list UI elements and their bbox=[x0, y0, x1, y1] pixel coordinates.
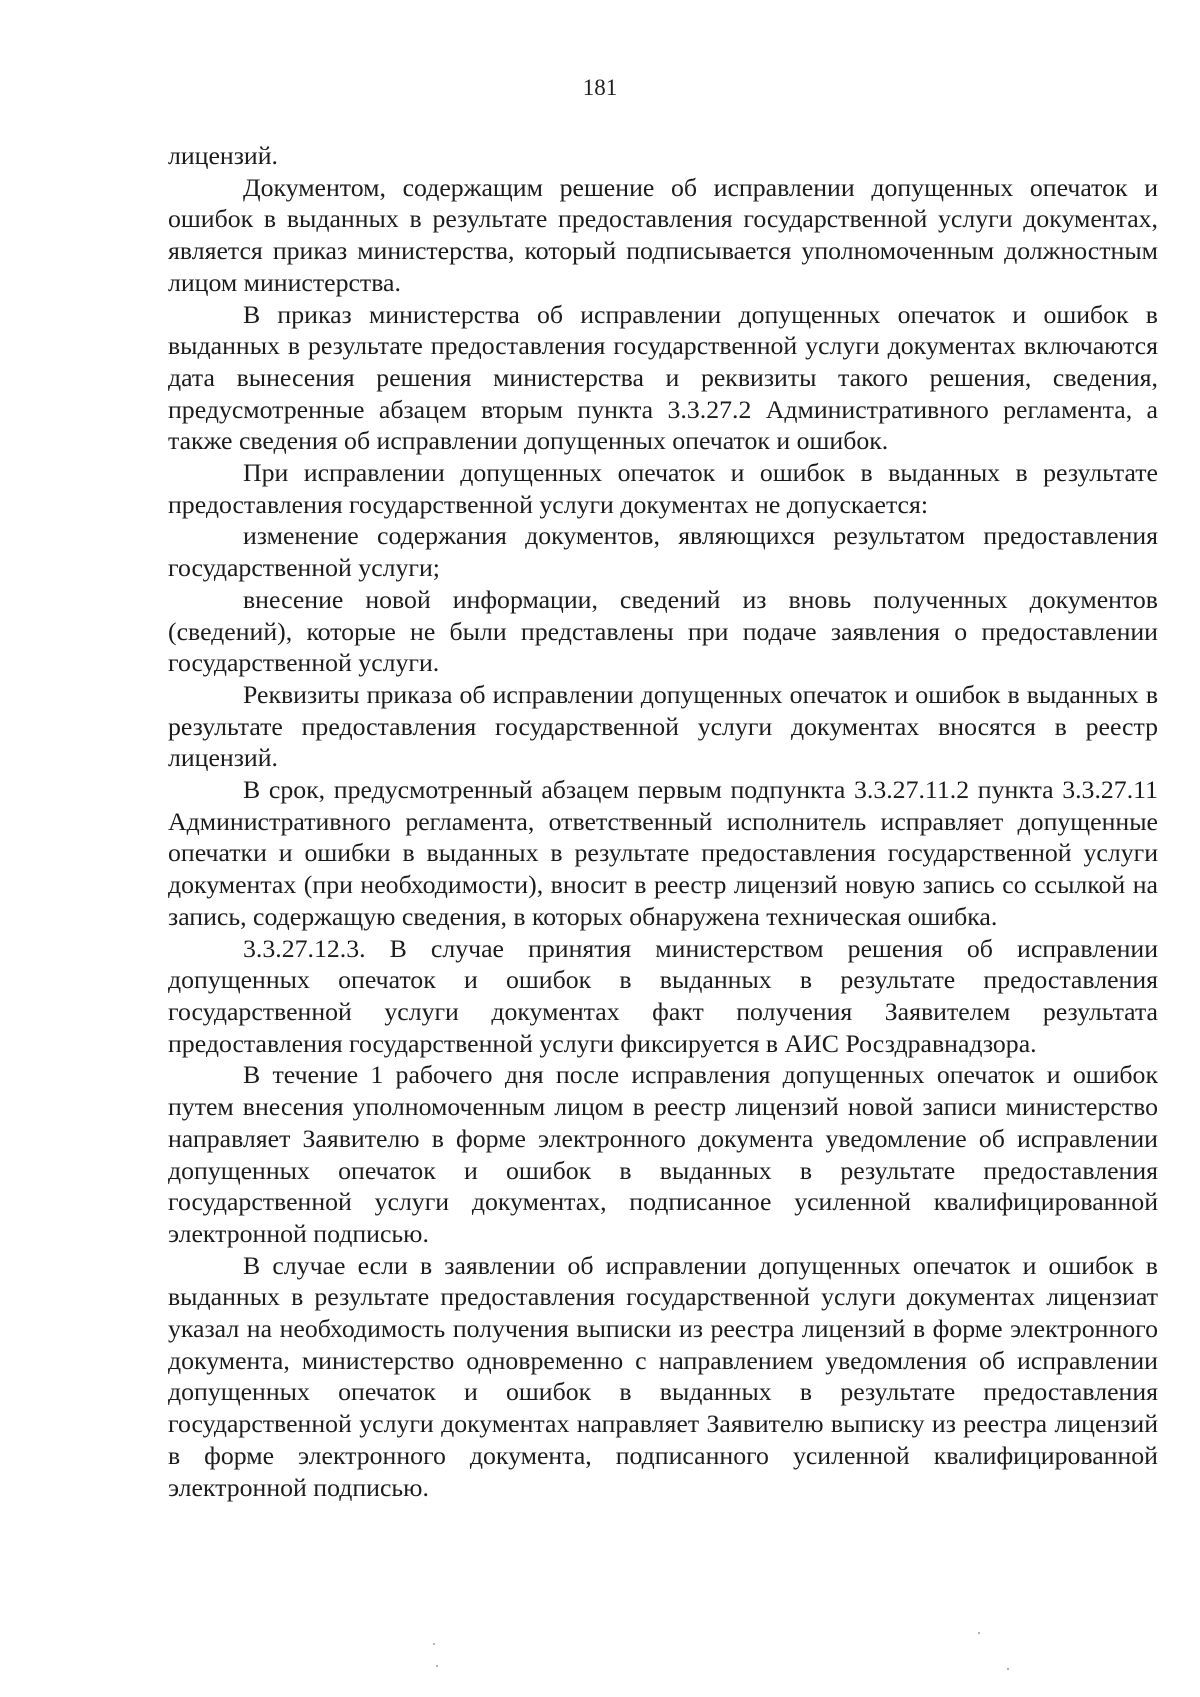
scan-speck bbox=[436, 1665, 438, 1667]
paragraph: В приказ министерства об исправлении допущенных опечаток и ошибок в выданных в результате предоставления государственной услуги документах включаются дата вынесения решения министерства и реквизиты такого решения, сведения, предусмотренные абзацем вторым пункта 3.3.27.2 Административного регламента, а также сведения об исправлении допущенных опечаток и ошибок. bbox=[168, 299, 1158, 456]
paragraph: 3.3.27.12.3. В случае принятия министерством решения об исправлении допущенных опечаток и ошибок в выданных в результате предоставления государственной услуги документах факт получения Заявителем результата предоставления государственной услуги фиксируется в АИС Росздравнадзора. bbox=[168, 933, 1158, 1058]
paragraph: В срок, предусмотренный абзацем первым подпункта 3.3.27.11.2 пункта 3.3.27.11 Административного регламента, ответственный исполнитель исправляет допущенные опечатки и ошибки в выданных в результате предоставления государственной услуги документах (при необходимости), вносит в реестр лицензий новую запись со ссылкой на запись, содержащую сведения, в которых обнаружена техническая ошибка. bbox=[168, 775, 1158, 931]
paragraph-continuation: лицензий. bbox=[168, 141, 278, 170]
scan-speck bbox=[978, 1632, 980, 1634]
paragraph: внесение новой информации, сведений из вновь полученных документов (сведений), которые не были представлены при подаче заявления о предоставлении государственной услуги. bbox=[168, 584, 1158, 678]
paragraph: В течение 1 рабочего дня после исправления допущенных опечаток и ошибок путем внесения уполномоченным лицом в реестр лицензий новой записи министерство направляет Заявителю в форме электронного документа уведомление об исправлении допущенных опечаток и ошибок в выданных в результате предоставления государственной услуги документах, подписанное усиленной квалифицированной электронной подписью. bbox=[168, 1060, 1158, 1248]
scan-speck bbox=[433, 1643, 435, 1645]
page-number: 181 bbox=[582, 75, 618, 100]
paragraph: При исправлении допущенных опечаток и ошибок в выданных в результате предоставления государственной услуги документах не допускается: bbox=[168, 458, 1158, 519]
paragraph: Реквизиты приказа об исправлении допущенных опечаток и ошибок в выданных в результате предоставления государственной услуги документах вносятся в реестр лицензий. bbox=[168, 679, 1158, 773]
paragraph: Документом, содержащим решение об исправлении допущенных опечаток и ошибок в выданных в результате предоставления государственной услуги документах, является приказ министерства, который подписывается уполномоченным должностным лицом министерства. bbox=[168, 172, 1158, 297]
paragraph: изменение содержания документов, являющихся результатом предоставления государственной услуги; bbox=[168, 521, 1158, 583]
scan-speck bbox=[1007, 1668, 1009, 1670]
paragraph: В случае если в заявлении об исправлении допущенных опечаток и ошибок в выданных в результате предоставления государственной услуги документах лицензиат указал на необходимость получения выписки из реестра лицензий в форме электронного документа, министерство одновременно с направлением уведомления об исправлении допущенных опечаток и ошибок в выданных в результате предоставления государственной услуги документах направляет Заявителю выписку из реестра лицензий в форме электронного документа, подписанного усиленной квалифицированной электронной подписью. bbox=[168, 1250, 1158, 1502]
document-body bbox=[168, 140, 1158, 1503]
